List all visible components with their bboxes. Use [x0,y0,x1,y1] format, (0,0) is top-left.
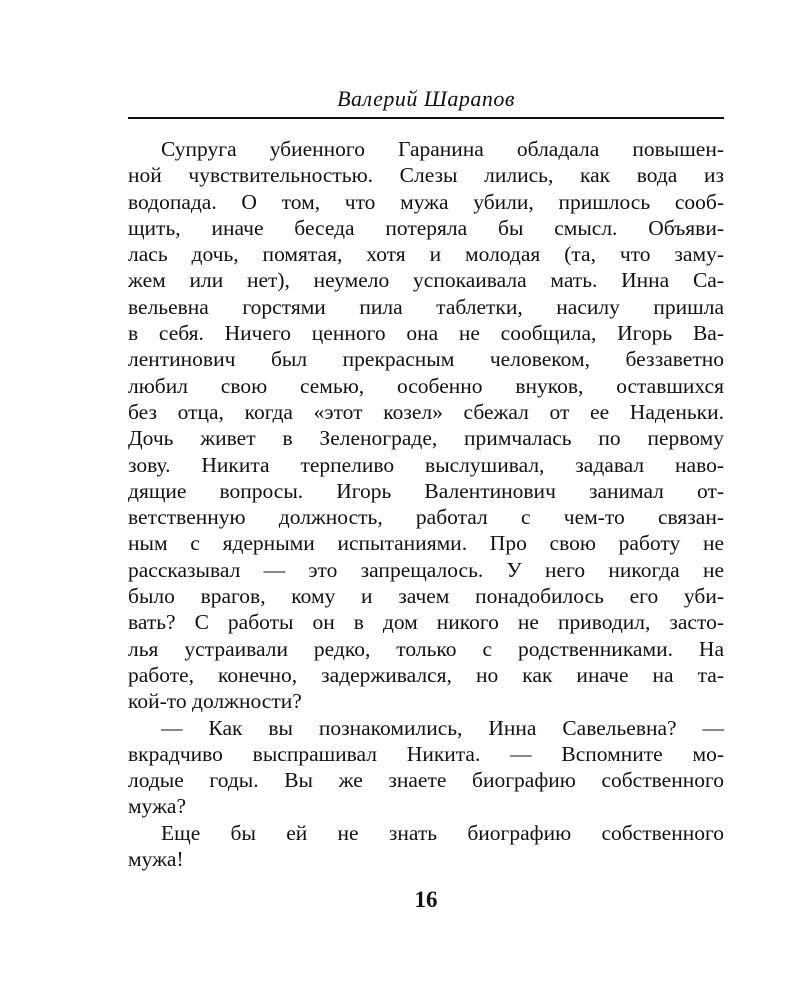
text-line: зову. Никита терпеливо выслушивал, задавал наво- [128,452,724,477]
text-line: лась дочь, помятая, хотя и молодая (та, что заму- [128,242,724,267]
text-line: вать? С работы он в дом никого не приводил, засто- [128,610,724,635]
text-line: мужа? [128,794,187,819]
text-line: ной чувствительностью. Слезы лились, как вода из [128,163,724,188]
text-line: ным с ядерными испытаниями. Про свою работу не [128,531,724,556]
header-rule [128,117,724,119]
text-line: без отца, когда «этот козел» сбежал от ее Наденьки. [128,399,724,424]
page-body-text [128,136,724,872]
text-line: дящие вопросы. Игорь Валентинович занимал от- [128,478,724,503]
text-line: кой-то должности? [128,689,302,714]
text-line: лодые годы. Вы же знаете биографию собственного [128,768,724,793]
text-line: работе, конечно, задерживался, но как иначе на та- [128,662,724,687]
text-line: любил свою семью, особенно внуков, оставшихся [128,373,724,398]
text-line: лья устраивали редко, только с родственниками. На [128,636,724,661]
text-line: вкрадчиво выспрашивал Никита. — Вспомните мо- [128,741,724,766]
text-line: в себя. Ничего ценного она не сообщила, Игорь Ва- [128,321,724,346]
text-line: щить, иначе беседа потеряла бы смысл. Объяви- [128,215,724,240]
text-line: вельевна горстями пила таблетки, насилу пришла [128,294,724,319]
text-line: ветственную должность, работал с чем-то связан- [128,505,724,530]
text-line: Еще бы ей не знать биографию собственного [161,820,724,845]
text-line: — Как вы познакомились, Инна Савельевна? — [161,715,724,740]
text-line: Дочь живет в Зеленограде, примчалась по первому [128,426,724,451]
text-line: Супруга убиенного Гаранина обладала повышен- [161,137,724,161]
text-line: водопада. О том, что мужа убили, пришлось сооб- [128,189,724,214]
text-line: мужа! [128,847,184,872]
text-line: жем или нет), неумело успокаивала мать. Инна Са- [128,268,724,293]
text-line: рассказывал — это запрещалось. У него никогда не [128,557,724,582]
text-line: было врагов, кому и зачем понадобилось его уби- [128,584,724,609]
page-number: 16 [414,887,438,912]
text-line: лентинович был прекрасным человеком, беззаветно [128,347,724,372]
running-head-author: Валерий Шарапов [337,86,515,111]
